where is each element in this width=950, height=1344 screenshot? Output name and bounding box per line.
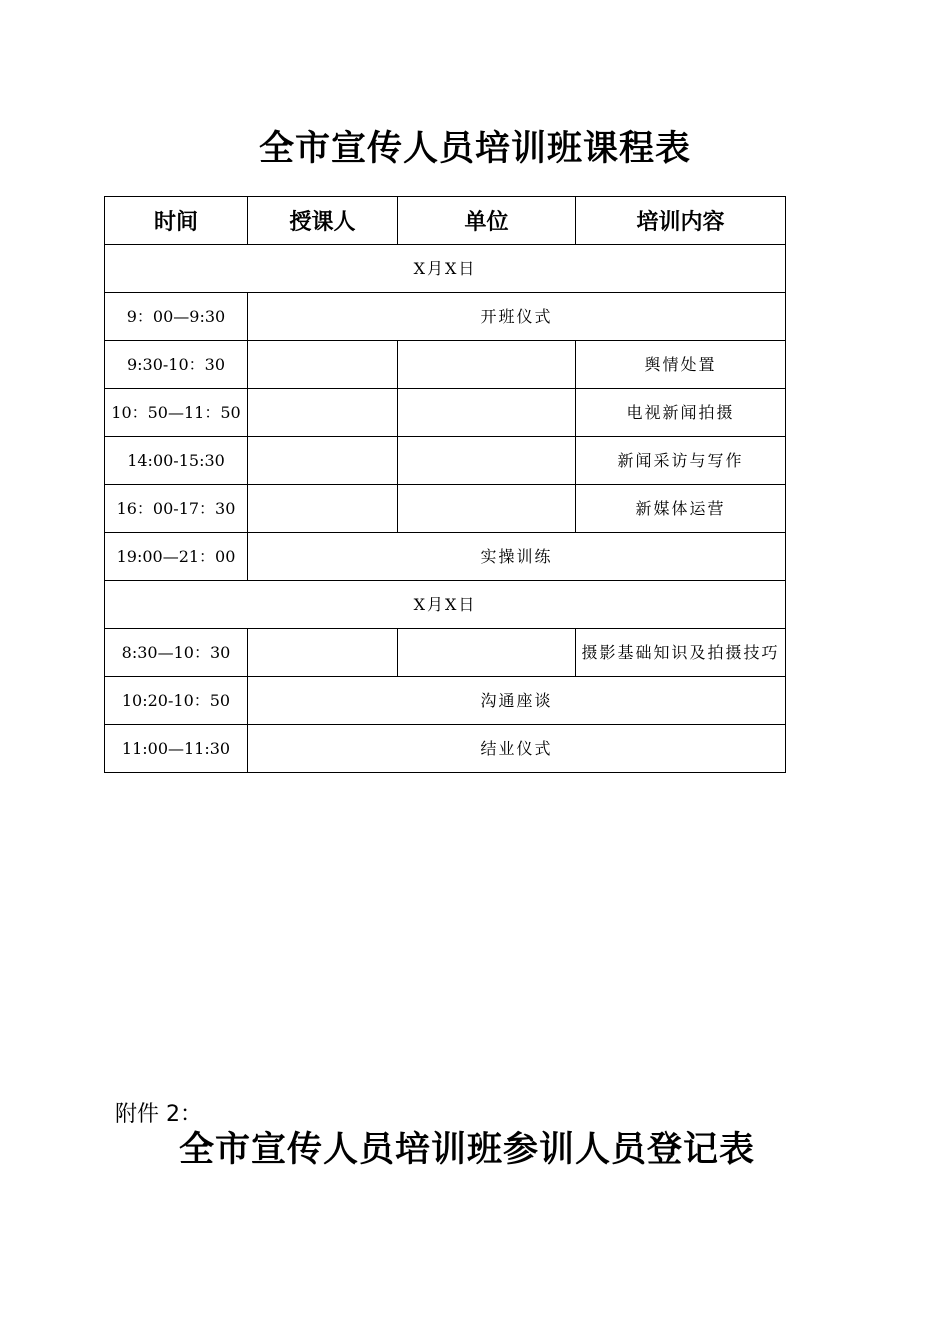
- time-cell: 9:30-10：30: [105, 341, 248, 389]
- lecturer-cell: [248, 437, 398, 485]
- table-row: [105, 533, 786, 581]
- time-cell: 16：00-17：30: [105, 485, 248, 533]
- table-row: [105, 725, 786, 773]
- unit-cell: [398, 629, 576, 677]
- content-cell: 结业仪式: [248, 725, 786, 773]
- unit-cell: [398, 389, 576, 437]
- header-unit: 单位: [398, 197, 576, 245]
- time-cell: 11:00—11:30: [105, 725, 248, 773]
- table-row: [105, 581, 786, 629]
- unit-cell: [398, 485, 576, 533]
- table-row: [105, 437, 786, 485]
- time-cell: 10:20-10：50: [105, 677, 248, 725]
- table-row: [105, 485, 786, 533]
- unit-cell: [398, 437, 576, 485]
- table-row: [105, 677, 786, 725]
- content-cell: 新闻采访与写作: [576, 437, 786, 485]
- lecturer-cell: [248, 341, 398, 389]
- time-cell: 9：00—9:30: [105, 293, 248, 341]
- table-row: [105, 245, 786, 293]
- day-1-date: X月X日: [105, 245, 786, 293]
- time-cell: 14:00-15:30: [105, 437, 248, 485]
- header-lecturer: 授课人: [248, 197, 398, 245]
- unit-cell: [398, 341, 576, 389]
- table-row: [105, 293, 786, 341]
- course-schedule-table: [104, 196, 786, 773]
- content-cell: 沟通座谈: [248, 677, 786, 725]
- content-cell: 电视新闻拍摄: [576, 389, 786, 437]
- table-row: [105, 341, 786, 389]
- content-cell: 摄影基础知识及拍摄技巧: [576, 629, 786, 677]
- content-cell: 实操训练: [248, 533, 786, 581]
- lecturer-cell: [248, 485, 398, 533]
- content-cell: 新媒体运营: [576, 485, 786, 533]
- schedule-title: 全市宣传人员培训班课程表: [258, 128, 691, 169]
- registration-title: 全市宣传人员培训班参训人员登记表: [178, 1129, 755, 1170]
- table-header-row: [105, 197, 786, 245]
- time-cell: 19:00—21：00: [105, 533, 248, 581]
- header-time: 时间: [105, 197, 248, 245]
- content-cell: 开班仪式: [248, 293, 786, 341]
- day-2-date: X月X日: [105, 581, 786, 629]
- table-row: [105, 629, 786, 677]
- time-cell: 8:30—10：30: [105, 629, 248, 677]
- annex-label: 附件 2：: [115, 1102, 202, 1127]
- table-row: [105, 389, 786, 437]
- lecturer-cell: [248, 629, 398, 677]
- content-cell: 舆情处置: [576, 341, 786, 389]
- time-cell: 10：50—11：50: [105, 389, 248, 437]
- header-training-content: 培训内容: [576, 197, 786, 245]
- lecturer-cell: [248, 389, 398, 437]
